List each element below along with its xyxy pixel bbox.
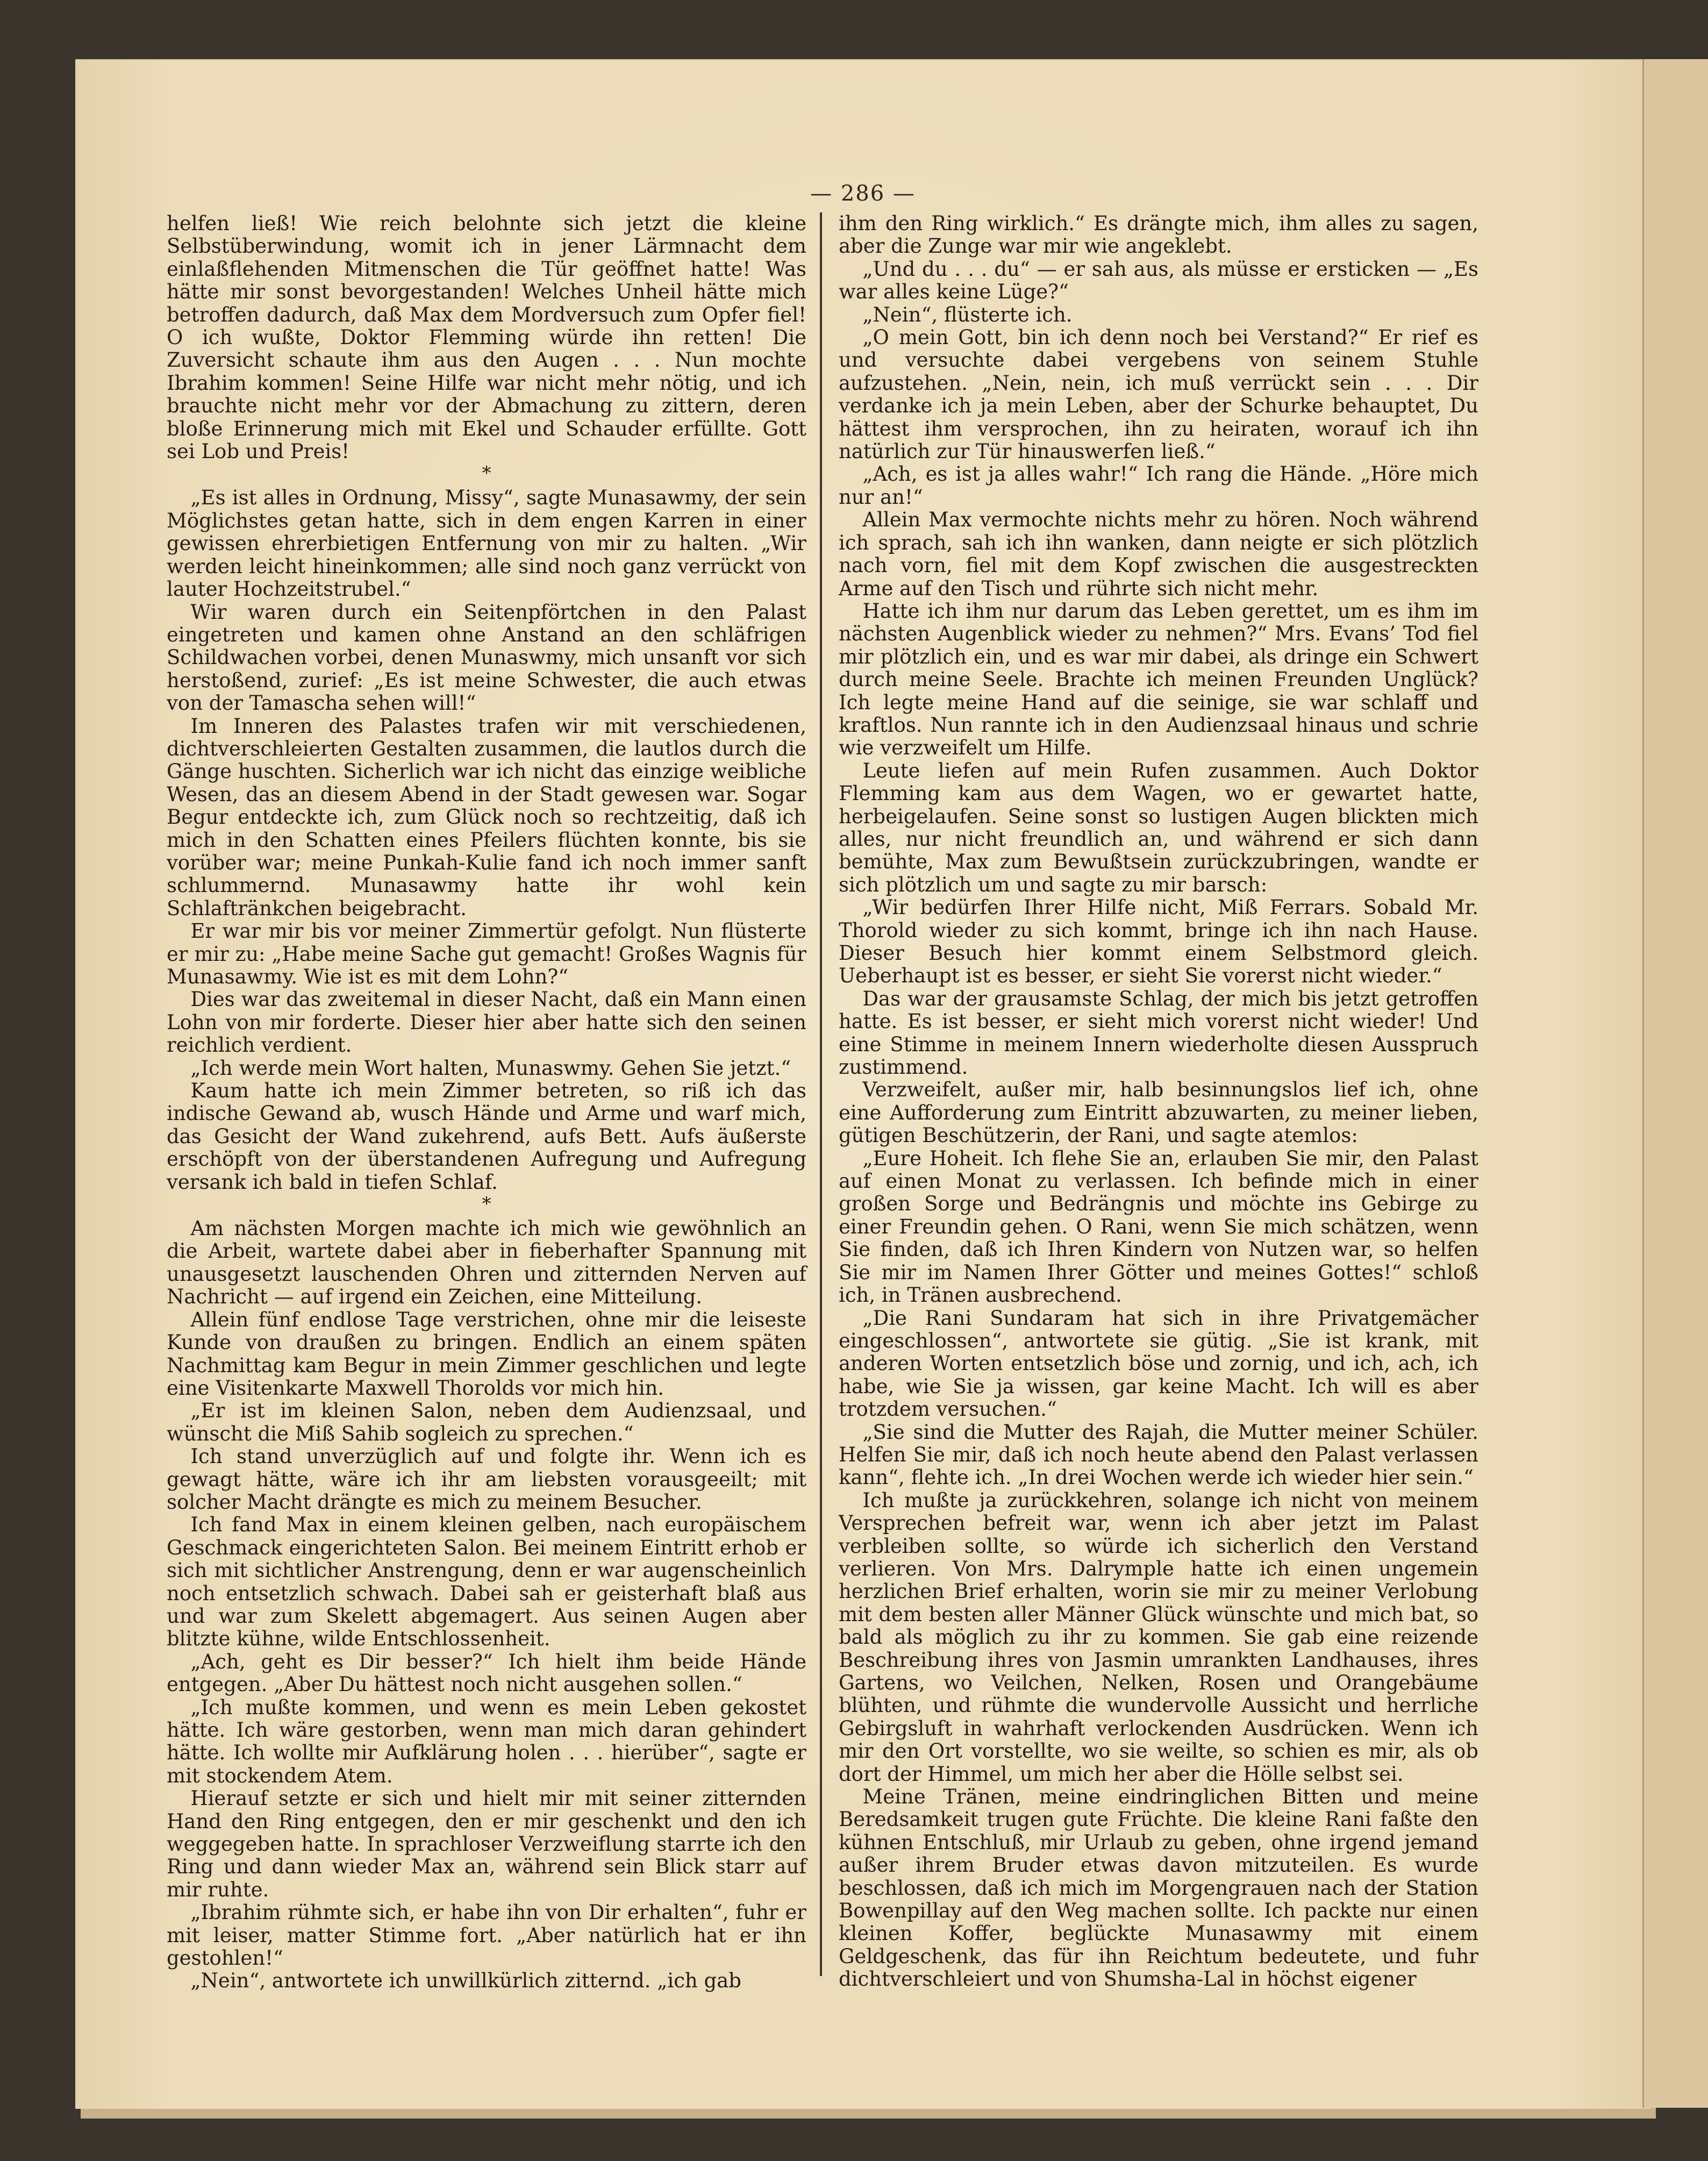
paragraph: Ich stand unverzüglich auf und folgte ihr. Wenn ich es gewagt hätte, wäre ich ihr am liebsten vorausgeeilt; mit solcher Macht drängte es mich zu meinem Besucher. (167, 1445, 806, 1514)
paragraph: Meine Tränen, meine eindringlichen Bitten und meine Beredsamkeit trugen gute Früchte. Die kleine Rani faßte den kühnen Entschluß, mir Urlaub zu geben, ohne irgend jemand außer ihrem Bruder etwas davon mitzuteilen. Es wurde beschlossen, daß ich mich im Morgengrauen nach der Station Bowenpillay auf den Weg machen sollte. Ich packte nur einen kleinen Koffer, beglückte Munasawmy mit einem Geldgeschenk, das für ihn Reichtum bedeutete, und fuhr dichtverschleiert und von Shumsha-Lal in höchst eigener (839, 1785, 1478, 1991)
paragraph: „Sie sind die Mutter des Rajah, die Mutter meiner Schüler. Helfen Sie mir, daß ich noch heute abend den Palast verlassen kann“, flehte ich. „In drei Wochen werde ich wieder hier sein.“ (839, 1420, 1478, 1489)
paragraph: Am nächsten Morgen machte ich mich wie gewöhnlich an die Arbeit, wartete dabei aber in fieberhafter Spannung mit unausgesetzt lauschenden Ohren und zitternden Nerven auf Nachricht — auf irgend ein Zeichen, eine Mitteilung. (167, 1217, 806, 1309)
adjacent-page-edge (1642, 59, 1708, 2108)
page-number: — 286 — (810, 181, 916, 206)
column-divider (820, 212, 822, 1976)
paragraph: Allein Max vermochte nichts mehr zu hören. Noch während ich sprach, sah ich ihn wanken, dann neigte er sich plötzlich nach vorn, fiel mit dem Kopf zwischen die ausgestreckten Arme auf den Tisch und rührte sich nicht mehr. (839, 508, 1478, 600)
left-column (167, 212, 806, 1993)
paragraph: „Er ist im kleinen Salon, neben dem Audienzsaal, und wünscht die Miß Sahib sogleich zu sprechen.“ (167, 1399, 806, 1445)
paragraph: Das war der grausamste Schlag, der mich bis jetzt getroffen hatte. Es ist besser, er sieht mich vorerst nicht wieder! Und eine Stimme in meinem Innern wiederholte diesen Ausspruch zustimmend. (839, 987, 1478, 1079)
paragraph: helfen ließ! Wie reich belohnte sich jetzt die kleine Selbstüberwindung, womit ich in jener Lärmnacht dem einlaßflehenden Mitmenschen die Tür geöffnet hatte! Was hätte mir sonst bevorgestanden! Welches Unheil hätte mich betroffen dadurch, daß Max dem Mordversuch zum Opfer fiel! O ich wußte, Doktor Flemming würde ihn retten! Die Zuversicht schaute ihm aus den Augen . . . Nun mochte Ibrahim kommen! Seine Hilfe war nicht mehr nötig, und ich brauchte nicht mehr vor der Abmachung zu zittern, deren bloße Erinnerung mich mit Ekel und Schauder erfüllte. Gott sei Lob und Preis! (167, 212, 806, 463)
paragraph: „O mein Gott, bin ich denn noch bei Verstand?“ Er rief es und versuchte dabei vergebens von seinem Stuhle aufzustehen. „Nein, nein, ich muß verrückt sein . . . Dir verdanke ich ja mein Leben, aber der Schurke behauptet, Du hättest ihm versprochen, ihn zu heiraten, worauf ich ihn natürlich zur Tür hinauswerfen ließ.“ (839, 326, 1478, 463)
right-column (839, 212, 1478, 1991)
paragraph: „Ach, es ist ja alles wahr!“ Ich rang die Hände. „Höre mich nur an!“ (839, 462, 1478, 509)
paragraph: Hatte ich ihm nur darum das Leben gerettet, um es ihm im nächsten Augenblick wieder zu nehmen?“ Mrs. Evans’ Tod fiel mir plötzlich ein, und es war mir dabei, als dringe ein Schwert durch meine Seele. Brachte ich meinen Freunden Unglück? Ich legte meine Hand auf die seinige, sie war schlaff und kraftlos. Nun rannte ich in den Audienzsaal hinaus und schrie wie verzweifelt um Hilfe. (839, 599, 1478, 760)
paragraph: „Ich werde mein Wort halten, Munaswmy. Gehen Sie jetzt.“ (190, 1056, 791, 1080)
section-separator: * (482, 1193, 491, 1215)
paragraph: „Es ist alles in Ordnung, Missy“, sagte Munasawmy, der sein Möglichstes getan hatte, sich in dem engen Karren in einer gewissen ehrerbietigen Entfernung von mir zu halten. „Wir werden leicht hineinkommen; alle sind noch ganz verrückt von lauter Hochzeitstrubel.“ (167, 486, 806, 601)
paragraph: Ich fand Max in einem kleinen gelben, nach europäischem Geschmack eingerichteten Salon. Bei meinem Eintritt erhob er sich mit sichtlicher Anstrengung, denn er war augenscheinlich noch entsetzlich schwach. Dabei sah er geisterhaft blaß aus und war zum Skelett abgemagert. Aus seinen Augen aber blitzte kühne, wilde Entschlossenheit. (167, 1513, 806, 1651)
paragraph: Allein fünf endlose Tage verstrichen, ohne mir die leiseste Kunde von draußen zu bringen. Endlich an einem späten Nachmittag kam Begur in mein Zimmer geschlichen und legte eine Visitenkarte Maxwell Thorolds vor mich hin. (167, 1308, 806, 1400)
paragraph: Wir waren durch ein Seitenpförtchen in den Palast eingetreten und kamen ohne Anstand an den schläfrigen Schildwachen vorbei, denen Munaswmy, mich unsanft vor sich herstoßend, zurief: „Es ist meine Schwester, die auch etwas von der Tamascha sehen will!“ (167, 600, 806, 715)
paragraph: „Ich mußte kommen, und wenn es mein Leben gekostet hätte. Ich wäre gestorben, wenn man mich daran gehindert hätte. Ich wollte mir Aufklärung holen . . . hierüber“, sagte er mit stockendem Atem. (167, 1695, 806, 1787)
paragraph: Leute liefen auf mein Rufen zusammen. Auch Doktor Flemming kam aus dem Wagen, wo er gewartet hatte, herbeigelaufen. Seine sonst so lustigen Augen blickten mich alles, nur nicht freundlich an, und während er sich dann bemühte, Max zum Bewußtsein zurückzubringen, wandte er sich plötzlich um und sagte zu mir barsch: (839, 759, 1478, 896)
paragraph: „Wir bedürfen Ihrer Hilfe nicht, Miß Ferrars. Sobald Mr. Thorold wieder zu sich kommt, bringe ich ihn nach Hause. Dieser Besuch hier kommt einem Selbstmord gleich. Ueberhaupt ist es besser, er sieht Sie vorerst nicht wieder.“ (839, 896, 1478, 988)
paragraph: Er war mir bis vor meiner Zimmertür gefolgt. Nun flüsterte er mir zu: „Habe meine Sache gut gemacht! Großes Wagnis für Munasawmy. Wie ist es mit dem Lohn?“ (167, 919, 806, 988)
paragraph: Verzweifelt, außer mir, halb besinnungslos lief ich, ohne eine Aufforderung zum Eintritt abzuwarten, zu meiner lieben, gütigen Beschützerin, der Rani, und sagte atemlos: (839, 1078, 1478, 1147)
paragraph: „Nein“, antwortete ich unwillkürlich zitternd. „ich gab (190, 1969, 741, 1993)
section-separator: * (482, 462, 491, 484)
paragraph: Dies war das zweitemal in dieser Nacht, daß ein Mann einen Lohn von mir forderte. Dieser hier aber hatte sich den seinen reichlich verdient. (167, 988, 806, 1057)
paragraph: „Eure Hoheit. Ich flehe Sie an, erlauben Sie mir, den Palast auf einen Monat zu verlassen. Ich befinde mich in einer großen Sorge und Bedrängnis und möchte ins Gebirge zu einer Freundin gehen. O Rani, wenn Sie mich schätzen, wenn Sie finden, daß ich Ihren Kindern von Nutzen war, so helfen Sie mir im Namen Ihrer Götter und meines Gottes!“ schloß ich, in Tränen ausbrechend. (839, 1146, 1478, 1307)
paragraph: „Die Rani Sundaram hat sich in ihre Privatgemächer eingeschlossen“, antwortete sie gütig. „Sie ist krank, mit anderen Worten entsetzlich böse und zornig, und ich, ach, ich habe, wie Sie ja wissen, gar keine Macht. Ich will es aber trotzdem versuchen.“ (839, 1306, 1478, 1421)
paragraph: „Nein“, flüsterte ich. (862, 303, 1073, 326)
paragraph: „Und du . . . du“ — er sah aus, als müsse er ersticken — „Es war alles keine Lüge?“ (839, 257, 1478, 304)
paragraph: Hierauf setzte er sich und hielt mir mit seiner zitternden Hand den Ring entgegen, den er mir geschenkt und den ich weggegeben hatte. In sprachloser Verzweiflung starrte ich den Ring und dann wieder Max an, während sein Blick starr auf mir ruhte. (167, 1787, 806, 1901)
paragraph: „Ach, geht es Dir besser?“ Ich hielt ihm beide Hände entgegen. „Aber Du hättest noch nicht ausgehen sollen.“ (167, 1650, 806, 1696)
paragraph: „Ibrahim rühmte sich, er habe ihn von Dir erhalten“, fuhr er mit leiser, matter Stimme fort. „Aber natürlich hat er ihn gestohlen!“ (167, 1901, 806, 1970)
paragraph: ihm den Ring wirklich.“ Es drängte mich, ihm alles zu sagen, aber die Zunge war mir wie angeklebt. (839, 212, 1478, 258)
paragraph: Ich mußte ja zurückkehren, solange ich nicht von meinem Versprechen befreit war, wenn ich aber jetzt im Palast verbleiben sollte, so würde ich sicherlich den Verstand verlieren. Von Mrs. Dalrymple hatte ich einen ungemein herzlichen Brief erhalten, worin sie mir zu meiner Verlobung mit dem besten aller Männer Glück wünschte und mich bat, so bald als möglich zu ihr zu kommen. Sie gab eine reizende Beschreibung ihres von Jasmin umrankten Landhauses, ihres Gartens, wo Veilchen, Nelken, Rosen und Orangebäume blühten, und rühmte die wundervolle Aussicht und herrliche Gebirgsluft in wahrhaft verlockenden Ausdrücken. Wenn ich mir den Ort vorstellte, wo sie weilte, so schien es mir, als ob dort der Himmel, um mich her aber die Hölle selbst sei. (839, 1488, 1478, 1786)
paragraph: Kaum hatte ich mein Zimmer betreten, so riß ich das indische Gewand ab, wusch Hände und Arme und warf mich, das Gesicht der Wand zukehrend, aufs Bett. Aufs äußerste erschöpft von der überstandenen Aufregung und Aufregung versank ich bald in tiefen Schlaf. (167, 1079, 806, 1194)
paragraph: Im Inneren des Palastes trafen wir mit verschiedenen, dichtverschleierten Gestalten zusammen, die lautlos durch die Gänge huschten. Sicherlich war ich nicht das einzige weibliche Wesen, das an diesem Abend in der Stadt gewesen war. Sogar Begur entdeckte ich, zum Glück noch so rechtzeitig, daß ich mich in den Schatten eines Pfeilers flüchten konnte, bis sie vorüber war; meine Punkah-Kulie fand ich noch immer sanft schlummernd. Munasawmy hatte ihr wohl kein Schlaftränkchen beigebracht. (167, 714, 806, 920)
